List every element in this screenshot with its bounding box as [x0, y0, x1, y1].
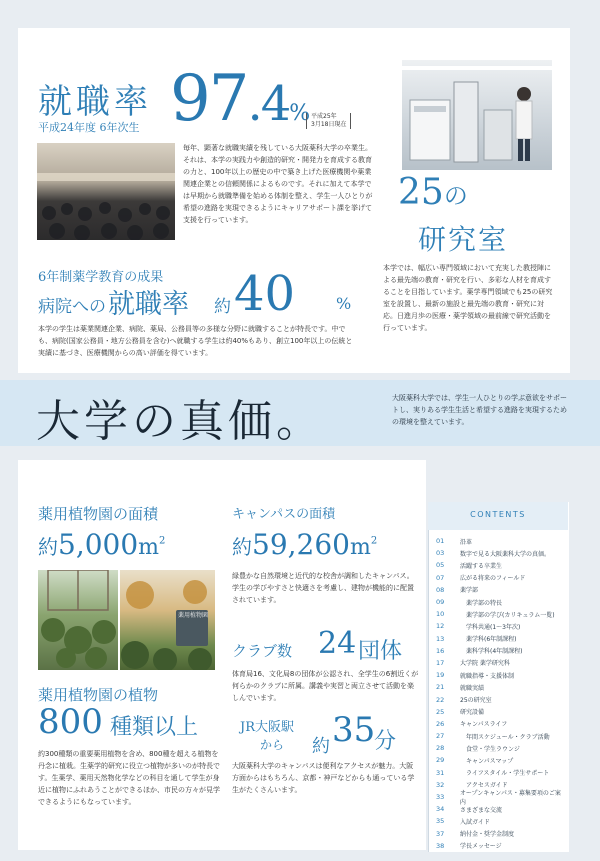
contents-item[interactable]	[436, 742, 566, 754]
employment-asof	[306, 113, 351, 129]
station-line-2: から	[260, 738, 285, 752]
contents-item-page: 33	[436, 793, 445, 802]
contents-item[interactable]	[436, 718, 566, 730]
station-body: 大阪薬科大学のキャンパスは便利なアクセスが魅力。大阪方面からはもちろん、京都・神戸などからも通っている学生がたくさんいます。	[232, 762, 415, 794]
contents-item-page: 19	[436, 671, 445, 680]
contents-item-label: キャンパスライフ	[460, 721, 508, 729]
contents-item-page: 26	[436, 719, 445, 728]
plants-body: 約300種類の重要薬用植物を含め、800種を超える植物を丹念に植栽。生薬学的研究に役立つ植物が多いのが特長です。生薬学、薬用天然物化学などの科目を通して学生が身近に植物にふれあうことができるほか、市民の方々が見学できるようにもなっています。	[38, 750, 220, 806]
contents-item-label: 薬学科(6年制課程)	[460, 636, 517, 644]
contents-item-page: 34	[436, 805, 445, 814]
contents-item-label: 広がる将来のフィールド	[460, 575, 526, 583]
contents-item[interactable]	[436, 657, 566, 669]
contents-item-label: ライフスタイル・学生サポート	[460, 770, 550, 778]
contents-item-page: 22	[436, 695, 445, 704]
labs-count-suffix: の	[443, 182, 468, 210]
contents-item[interactable]	[436, 535, 566, 547]
hospital-approx: 約	[214, 297, 231, 317]
contents-item-page: 28	[436, 744, 445, 753]
contents-item-label: 大学院 薬学研究科	[460, 660, 510, 668]
station-heading	[232, 710, 422, 758]
hospital-lead: 6年制薬学教育の成果	[38, 270, 164, 285]
hospital-line	[38, 266, 368, 322]
contents-item-page: 37	[436, 829, 445, 838]
contents-item-label: 活躍する卒業生	[460, 562, 503, 570]
contents-item[interactable]	[436, 620, 566, 632]
campus-approx: 約	[232, 535, 252, 559]
campus-area-unit: m	[349, 535, 371, 560]
banner-body: 大阪薬科大学では、学生一人ひとりの学ぶ意欲をサポートし、実りある学生生活と希望する進路を実現するための環境を整えています。	[392, 394, 567, 426]
hospital-unit: %	[336, 294, 352, 313]
garden-area-sup: 2	[159, 535, 166, 547]
contents-item[interactable]	[436, 559, 566, 571]
contents-item-page: 38	[436, 841, 445, 850]
contents-item-label: 研究設備	[460, 709, 485, 717]
campus-area-number: 59,260	[252, 528, 350, 561]
contents-item-label: 25の研究室	[460, 697, 492, 705]
contents-item[interactable]	[436, 706, 566, 718]
employment-title: 就職率	[38, 82, 152, 122]
contents-item[interactable]	[436, 596, 566, 608]
garden-area-number: 5,000	[58, 528, 139, 561]
contents-item-page: 13	[436, 634, 445, 643]
contents-item[interactable]	[436, 608, 566, 620]
plants-unit: 種類以上	[110, 715, 199, 740]
contents-item-page: 08	[436, 585, 445, 594]
station-value: 35	[332, 710, 376, 750]
employment-value	[170, 64, 308, 149]
contents-item-label: 沿革	[460, 538, 473, 546]
asof-line-2: 3月18日現在	[311, 121, 347, 128]
garden-area-unit: m	[138, 535, 160, 560]
station-approx: 約	[312, 736, 330, 757]
contents-item-label: 就職実績	[460, 684, 485, 692]
contents-item-label: 納付金・奨学金制度	[460, 831, 515, 839]
garden-approx: 約	[38, 535, 58, 559]
garden-sign-text: 薬用植物園	[178, 612, 209, 619]
contents-item-label: アクセスガイド	[460, 782, 508, 790]
station-line-1: JR大阪駅	[240, 720, 294, 735]
plants-value: 800	[38, 702, 103, 742]
contents-item[interactable]	[436, 840, 566, 852]
contents-item[interactable]	[436, 633, 566, 645]
contents-item-page: 01	[436, 537, 445, 546]
asof-line-1: 平成25年	[311, 113, 337, 120]
contents-item-page: 21	[436, 683, 445, 692]
contents-item[interactable]	[436, 584, 566, 596]
clubs-heading	[232, 628, 422, 666]
contents-item[interactable]	[436, 767, 566, 779]
contents-item-page: 35	[436, 817, 445, 826]
contents-item-label: キャンパスマップ	[460, 757, 514, 765]
contents-item[interactable]	[436, 572, 566, 584]
contents-item-label: 薬学部	[460, 587, 479, 595]
clubs-value: 24	[318, 626, 357, 661]
contents-item[interactable]	[436, 547, 566, 559]
contents-item-label: 学長メッセージ	[460, 843, 502, 851]
contents-item[interactable]	[436, 815, 566, 827]
contents-item-page: 05	[436, 561, 445, 570]
employment-value-decimal: .4	[247, 76, 290, 132]
labs-count	[398, 172, 468, 213]
plants-title: 薬用植物園の植物	[38, 686, 159, 704]
labs-count-number: 25	[398, 172, 444, 213]
hospital-body: 本学の学生は薬業関連企業、病院、薬局、公務員等の多様な分野に就職することが特長です。中でも、病院(国家公務員・地方公務員を含む)へ就職する学生は約40%もあり、創立100年以上の伝統と実績に基づき、医療機関からの高い評価を得ています。	[38, 325, 353, 357]
contents-item-label: 薬学部の特長	[460, 599, 503, 607]
graduation-ceremony-photo	[37, 143, 175, 240]
contents-item-label: 薬科学科(4年制課程)	[460, 648, 523, 656]
garden-area-value	[38, 528, 165, 561]
contents-list	[436, 535, 566, 852]
contents-item-label: 食堂・学生ラウンジ	[460, 745, 520, 753]
contents-item-page: 29	[436, 756, 445, 765]
contents-item[interactable]	[436, 645, 566, 657]
contents-item[interactable]	[436, 693, 566, 705]
contents-item-page: 27	[436, 732, 445, 741]
employment-value-int: 97	[170, 62, 248, 136]
contents-item-label: 薬学部の学び(カリキュラム一覧)	[460, 611, 555, 619]
hospital-line-b: 就職率	[108, 289, 189, 320]
contents-item-page: 25	[436, 707, 445, 716]
contents-item-label: 学科共通(1〜3年次)	[460, 623, 521, 631]
contents-item-label: さまざまな交流	[460, 806, 503, 814]
garden-area-title: 薬用植物園の面積	[38, 505, 159, 523]
contents-item[interactable]	[436, 790, 566, 807]
contents-item[interactable]	[436, 754, 566, 766]
contents-item-page: 09	[436, 598, 445, 607]
employment-unit: %	[289, 101, 309, 126]
contents-heading: CONTENTS	[470, 510, 526, 519]
contents-item-page: 10	[436, 610, 445, 619]
clubs-title: クラブ数	[232, 642, 293, 660]
contents-item-page: 31	[436, 768, 445, 777]
campus-area-sup: 2	[370, 535, 378, 547]
contents-item-page: 17	[436, 658, 445, 667]
contents-item-page: 07	[436, 573, 445, 582]
garden-photo-left	[38, 570, 118, 670]
contents-item[interactable]	[436, 681, 566, 693]
station-unit: 分	[374, 729, 397, 754]
contents-item[interactable]	[436, 669, 566, 681]
banner-title: 大学の真価。	[36, 396, 324, 447]
contents-item-page: 03	[436, 549, 445, 558]
plants-value-line	[38, 702, 228, 746]
clubs-body: 体育局16、文化局8の団体が公認され、全学生の6割近くが何らかのクラブに所属。講義や実習と両立させて活動を楽しんでいます。	[232, 670, 419, 702]
contents-item[interactable]	[436, 828, 566, 840]
contents-item-label: 年間スケジュール・クラブ活動	[460, 733, 550, 741]
laboratory-photo	[402, 60, 552, 170]
employment-body: 毎年、顕著な就職実績を残している大阪薬科大学の卒業生。それは、本学の実践力や創造的研究・開発力を育成する教育の力と、100年以上の歴史の中で築き上げた医療機関や薬業関連企業との信頼関係によるものです。それに加えて本学では早期から就職準備を始める体制を整え、学生一人ひとりが希望の進路を実現できるようにキャリアサポート課を挙げて支援を行っています。	[183, 144, 373, 224]
contents-item-label: 数字で見る大阪薬科大学の真価。	[460, 550, 551, 558]
contents-item-page: 16	[436, 646, 445, 655]
contents-item[interactable]	[436, 730, 566, 742]
contents-item-page: 32	[436, 780, 445, 789]
contents-item-label: オープンキャンパス・募集要項のご案内	[459, 790, 561, 807]
campus-area-value	[232, 528, 377, 561]
hospital-value: 40	[234, 266, 296, 322]
garden-photo-right	[120, 570, 215, 670]
contents-item-label: 入試ガイド	[460, 818, 490, 826]
labs-body: 本学では、幅広い専門領域において充実した教授陣による最先端の教育・研究を行い、多彩な人材を育成することを目指しています。薬学専門領域でも25の研究室を設置し、最新の施設と最先端の教育・研究に対応。日進月歩の医療・薬学領域の最前線で研究活動を行っています。	[383, 264, 553, 332]
labs-label: 研究室	[418, 223, 509, 256]
hospital-line-a: 病院への	[38, 297, 106, 317]
contents-item-label: 就職指導・支援体制	[460, 672, 515, 680]
clubs-unit: 団体	[358, 639, 403, 664]
campus-area-title: キャンパスの面積	[232, 507, 336, 522]
contents-item-page: 12	[436, 622, 445, 631]
campus-area-body: 緑豊かな自然環境と近代的な校舎が調和したキャンパス。学生の学びやすさと快適さを考慮し、建物が機能的に配置されています。	[232, 572, 414, 604]
employment-subtitle: 平成24年度 6年次生	[38, 121, 140, 134]
